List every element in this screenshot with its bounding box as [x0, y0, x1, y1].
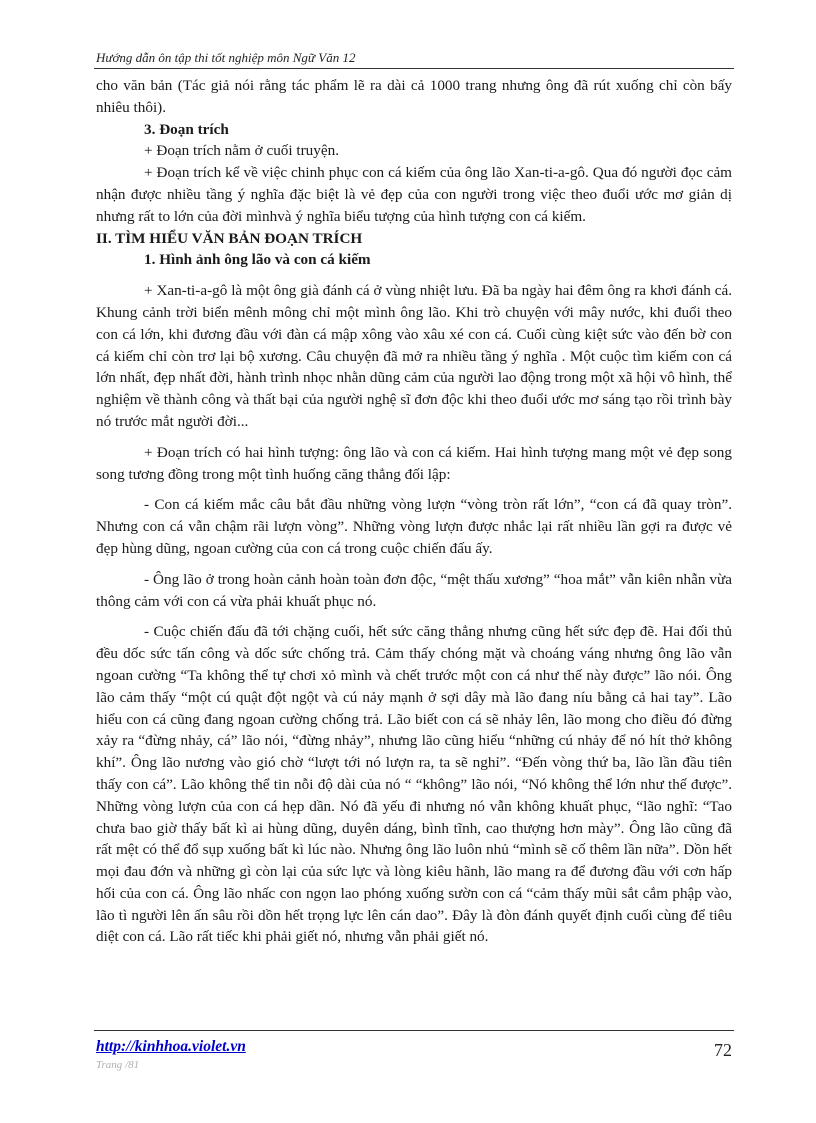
footer-website-link[interactable]: http://kinhhoa.violet.vn — [96, 1038, 246, 1055]
paragraph-two-images: + Đoạn trích có hai hình tượng: ông lão và con cá kiếm. Hai hình tượng mang một vẻ đẹp song song tương đồng trong một tình huống căng thẳng đối lập: — [96, 443, 732, 483]
paragraph-old-man: - Ông lão ở trong hoàn cảnh hoàn toàn đơn độc, “mệt thấu xương” “hoa mắt” vẫn kiên nhẫn vừa thông cảm với con cá vừa phải khuất phục nó. — [96, 570, 732, 610]
heading-section-2: II. TÌM HIỂU VĂN BẢN ĐOẠN TRÍCH — [96, 229, 363, 247]
heading-subsection-1: 1. Hình ảnh ông lão và con cá kiếm — [144, 251, 371, 269]
page-number: 72 — [714, 1040, 732, 1060]
page-content — [96, 75, 732, 948]
footer-divider — [94, 1030, 734, 1031]
footer-page-label: Trang /81 — [96, 1059, 140, 1071]
paragraph-summary: + Đoạn trích kể về việc chinh phục con cá kiếm của ông lão Xan-ti-a-gô. Qua đó người đọc cảm nhận được nhiều tầng ý nghĩa đặc biệt là vẻ đẹp của con người trong việc theo đuổi ước mơ giản dị nhưng rất to lớn của đời mìnhvà ý nghĩa biểu tượng của hình tượng con cá kiếm. — [96, 164, 732, 225]
paragraph-final-battle: - Cuộc chiến đấu đã tới chặng cuối, hết sức căng thẳng nhưng cũng hết sức đẹp đẽ. Hai đối thủ đều dốc sức tấn công và dốc sức chống trả. Cảm thấy chóng mặt và choáng váng nhưng ông lão vẫn ngoan cường “Ta không thể tự chơi xỏ mình và chết trước một con cá như thế này được” lão nói. Ông lão cảm thấy “một cú quật đột ngột và cú nảy mạnh ở sợi dây mà lão đang níu bằng cả hai tay”. Lão hiểu con cá cũng đang ngoan cường chống trả. Lão biết con cá sẽ nhảy lên, lão mong cho điều đó đừng xảy ra “đừng nhảy, cá” lão nói, “đừng nhảy”, nhưng lão cũng hiểu “những cú nhảy để nó hít thở không khí”. Ông lão nương vào gió chờ “lượt tới nó lượn ra, ta sẽ nghỉ”. “Đến vòng thứ ba, lão lần đầu tiên thấy con cá”. Lão không thể tin nỗi độ dài của nó “ “không” lão nói, “Nó không thể lớn như thế được”. Những vòng lượn của con cá hẹp dần. Nó đã yếu đi nhưng nó vẫn không khuất phục, “lão nghĩ: “Tao chưa bao giờ thấy bất kì ai hùng dũng, duyên dáng, bình tĩnh, cao thượng hơn mày”. Ông lão cũng đã rất mệt có thể đổ sụp xuống bất kì lúc nào. Nhưng ông lão luôn nhủ “mình sẽ cố thêm lần nữa”. Dồn hết mọi đau đớn và những gì còn lại của sức lực và lòng kiêu hãnh, lão mang ra để đương đầu với cơn hấp hối của con cá. Ông lão nhấc con ngọn lao phóng xuống sườn con cá “cảm thấy mũi sắt cắm phập vào, lão tì người lên ấn sâu rồi dồn hết trọng lực lên cán dao”. Đây là đòn đánh quyết định cuối cùng để tiêu diệt con cá. Lão rất tiếc khi phải giết nó, nhưng vẫn phải giết nó. — [96, 623, 732, 946]
heading-doan-trich: 3. Đoạn trích — [144, 120, 229, 138]
running-header: Hướng dẫn ôn tập thi tốt nghiệp môn Ngữ Văn 12 — [96, 50, 356, 65]
paragraph-location: + Đoạn trích nằm ở cuối truyện. — [144, 142, 339, 160]
paragraph-swordfish: - Con cá kiếm mắc câu bắt đầu những vòng lượn “vòng tròn rất lớn”, “con cá đã quay tròn”. Nhưng con cá vẫn chậm rãi lượn vòng”. Những vòng lượn được nhắc lại rất nhiều lần gợi ra được vẻ đẹp hùng dũng, ngoan cường của con cá trong cuộc chiến đấu ấy. — [96, 496, 732, 557]
paragraph-intro: cho văn bản (Tác giả nói rằng tác phẩm lẽ ra dài cả 1000 trang nhưng ông đã rút xuống chỉ còn bấy nhiêu thôi). — [96, 77, 732, 116]
paragraph-santiago: + Xan-ti-a-gô là một ông già đánh cá ở vùng nhiệt lưu. Đã ba ngày hai đêm ông ra khơi đánh cá. Khung cảnh trời biển mênh mông chỉ một mình ông lão. Khi trò chuyện với mây nước, khi đuổi theo con cá lớn, khi đương đầu với đàn cá mập xông vào xâu xé con cá. Cuối cùng kiệt sức vào đến bờ con cá kiếm chỉ còn trơ lại bộ xương. Câu chuyện đã mở ra nhiều tầng ý nghĩa . Một cuộc tìm kiếm con cá lớn nhất, đẹp nhất đời, hành trình nhọc nhằn dũng cảm của người lao động trong một xã hội vô hình, thể nghiệm về thành công và thất bại của người nghệ sĩ đơn độc khi theo đuổi ước mơ sáng tạo rồi trình bày nó trước mắt người đời... — [96, 282, 732, 430]
header-divider — [94, 68, 734, 69]
